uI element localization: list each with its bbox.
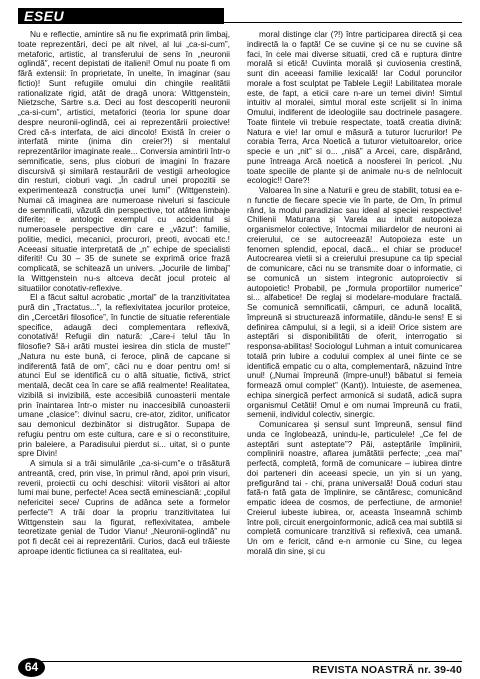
issue-number: nr. 39-40 — [417, 664, 462, 676]
journal-name: REVISTA NOASTRĂ — [312, 664, 415, 676]
paragraph: A simula si a trăi simulările „ca-si-cum”e o trăsătură antreantă, cred, prin vise, în primul rând, apoi prin visuri, reverii, proiectii cu ochi deschisi: viitorii visători ai altor lumi mai bune, perfecte! Acea sectă eminesciană: „copilul nefericitei sece/ Cuprins de adânca sete a formelor perfecte”! A trăi doar la propriu tranzitivitatea lui Wittgenstein sau la figurat, reflexivitatea, ambele teoretizate genial de Tudor Vianu! „Neuronii-oglindă” nu pot fi decât cei ai reprezentării. Curios, dacă eul trăieste aproape identic fictiunea ca si realitatea, eul- — [18, 458, 230, 556]
page-number: 64 — [18, 658, 45, 677]
paragraph: Nu e reflectie, amintire să nu fie exprimată prin limbaj, toate reprezentări, deci pe alt nivel, al lui „ca-si-cum”, metaforic, artistic, al transferului de sens în „neuronii oglindă”, recent depistati de italieni! Omul nu poate fi om fără extensii: în proprietate, în unelte, în imaginar (sau fictio)! Sunt refugiile omului din chingile realitătii rationalizate rigid, atât de dragă unora: Wittgenstein, Nietzsche, Sartre s.a. Deci au fost descoperiti neuronii „ca-si-cum”, artistici, metaforici (teoria lor spune doar despre neuronii-oglindă, cei ai reprezentării proiective! Cred că-s interfata, de aici dincolo! Există în creier o interfată minte (inima din creier?!) si mentalul reprezentărilor imaginate reale... Conversia amintirii într-o semnificatie, sens, plus cioburi de imagini în frazare discursivă și similară restaurării de vestigii arheologice din resturi, cioburi vagi. „În cadrul unei propozitii se experimentează construcția unei lumi” (Wittgenstein). Numai că imaginea are numeroase niveluri si fascicule de semnificatii, văzută din perspective, tot atâtea limbaje diferite; e antologic exemplul cu accidentul si numeroasele perspective din care e „văzut”: familie, politie, medici, mecanici, procurori, preoti, avocati etc.! Aceeasi situatie interpretată de „n” echipe de specialisti diferiti! Cu 30 – 35 de sunete se exprimă orice frază complicată, se schitează un univers. „Jocurile de limbaj” la Wittgenstein nu-s altceva decât jocul proteic al situatiilor conotativ-reflexive. — [18, 29, 230, 293]
paragraph: Comunicarea și sensul sunt împreună, sensul fiind unda ce înglobează, unindu-le, particulele! „Ce fel de asteptări sunt asteptate”? Păi, asteptările împlinirii, complinirii noastre, aflarea jumătătii perfecte; „cea mai” perfectă, completă, formă de comunicare – iubirea dintre doi parteneri din aceeasi specie, un yin si un yang, prefigurând tai - chi, prana universală! Două coduri stau fată-n fată gata de împlinire, se cântăresc, comunicând empatic ideea de cosmos, de perfectiune, de armonie! Creierul iubeste iubirea, or, aceasta înseamnă schimb între poli, circuit energoinformonic, adică cea mai subtilă si completă comunicare tranzitivă si reflexivă, cea umană. Un om e fericit, când e-n armonie cu Sine, cu legea morală din sine, și cu — [247, 419, 462, 556]
right-column — [247, 30, 462, 557]
journal-footer — [312, 664, 462, 676]
paragraph: Valoarea în sine a Naturii e greu de stabilit, totusi ea e-n functie de fiecare specie vie în parte, de Om, în primul rând, la modul paradiziac sau ideal al speciei respective! Chilienii Maturana și Varela au intuit autopoieza organismelor colective, întocmai miliardelor de neuroni ai creierului, ce se autocreează! Autopoieza este un fenomen splendid, epocal, dacă... el chiar se produce! Autocrearea vietii si a creierului presupune ca tip special de comunicare, căci nu se transmite doar o informatie, ci se comunică un sistem integronic autoproiectiv si autopoietic! Probabil, pe „formula proportiilor numerice” si... alfabetice! De reglaj si modelare-modulare fractală. Se comunică semnificatii, câmpuri, ce adună localită, împreună si structurează informatiile, dându-le sens! E si definirea câmpului, si a legii, si a ideii! Orice sistem are asteptări si disponibilităti de oferit, interrogatio si responsa-abilitas! Sociologul Luhman a intuit comunicarea totală prin lubire a codului complex al unei fiinte ce se identifică empatic cu o alta, complementară, năzuind între unul! („Numai împreună (împre-unul!) băbatul si femeia formează omul complet” (Kant)). Intuieste, de asemenea, echipa sinergică perfect armonică si sudată, adică supra organismul Cetătii! Omul e om numai împreună cu fratii, semenii, individul colectiv, sinergic. — [247, 185, 462, 420]
paragraph: El a făcut saltul acrobatic „mortal” de la tranzitivitatea pură din „Tractatus...”, la reflexivitatea jocurilor proteice, din „Cercetări filosofice”, în functie de situatie referentiale specifice, adaugă deci complementara reflexivă, conotativă! Refugii din natură: „Care-i telul tău în filosofie? Să-i arăti mustei iesirea din sticla de muste!” „Natura nu este bună, ci feroce, plină de capcane si indiferentă fată de om”, căci nu e doar pentru om! si atunci Eul se identifică cu o altă situatie, fictivă, strict mentală, decât cea în care se află realmente! Realitatea, vizibilă si invizibilă, este accesibilă cunoasterii mentale prin înaintarea într-o mister nu inaccesibilă cunoasterii umane „clasice”: divinul sacru, cre-ator, ziditor, unificator sau demonicul dezbinător si distrugător. Supapa de refugiu pentru om este cultura, care e si o reconstituire, prin baleiere, a Paradisului pierdut si... uitat, si o punte spre Divin! — [18, 292, 230, 459]
left-column — [18, 30, 230, 557]
footer-rule — [40, 661, 462, 662]
header-rule — [224, 22, 462, 23]
paragraph: moral distinge clar (?!) între participarea directă și cea indirectă la o faptă! Ce se cuvine și ce nu se cuvine să faci, în cele mai diverse situatii, cred că e ruptura dintre morală si etică! Cuviinta morală și cuviosenia crestină, sunt din aceeasi familie lexicală! Iar Codul poruncilor morale a fost sculptat pe Tablele Legii! Labilitatea morale este, de fapt, a eticii care n-are un temei divin! Simtul intuitiv al moralei, simtul moral este scrijelit si în inima Omului, indiferent de ideologiile sau doctrinele pasagere. Toate fiintele vii trebuie respectate, toată creatia divină: Natura e vie! Iar omul e măsură a tuturor lucrurilor! Pe corabia Terra, Arca Noetică a tuturor vietuitoarelor, orice specie e un „nit” si o... „nisă” a Arcei, care, dispărând, pune întreaga Arcă noetică a noosferei în pericol. „Nu toate speciile de plante și de animale nu-s de neînlocuit ecologic!! Oare?! — [247, 29, 462, 186]
section-title: ESEU — [24, 8, 65, 24]
